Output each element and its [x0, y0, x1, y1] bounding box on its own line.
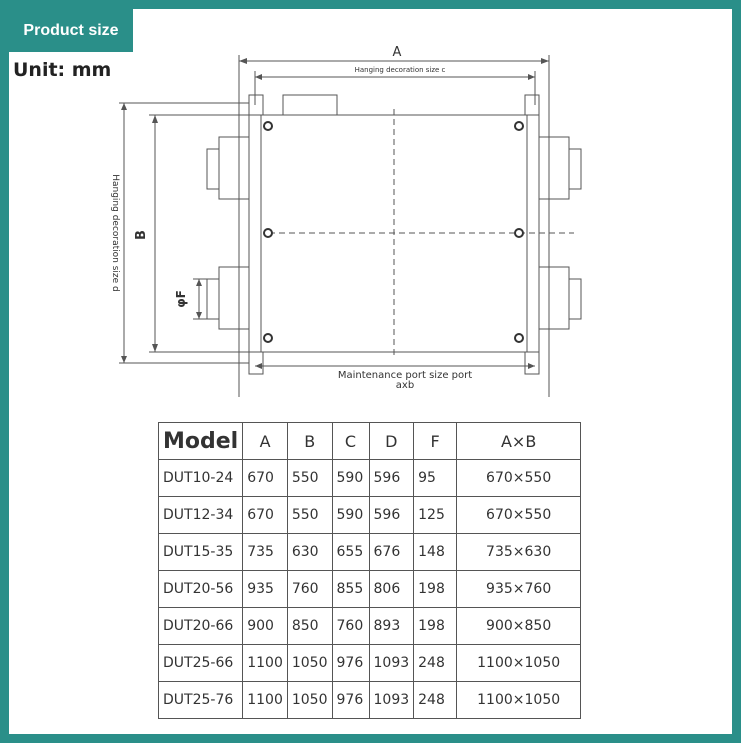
a-cell: 1100 [243, 682, 288, 719]
a-cell: 900 [243, 608, 288, 645]
b-cell: 1050 [287, 645, 332, 682]
c-cell: 976 [332, 682, 369, 719]
hanging-c-label: Hanging decoration size c [354, 66, 446, 74]
c-cell: 855 [332, 571, 369, 608]
table-header-row [159, 423, 581, 460]
f-cell: 95 [414, 460, 457, 497]
dimension-b-label: B [134, 230, 149, 240]
page-frame [9, 9, 732, 734]
header-b: B [287, 423, 332, 460]
table-row [159, 571, 581, 608]
d-cell: 596 [369, 497, 414, 534]
b-cell: 1050 [287, 682, 332, 719]
axb-cell: 735×630 [457, 534, 581, 571]
a-cell: 935 [243, 571, 288, 608]
f-cell: 198 [414, 608, 457, 645]
d-cell: 1093 [369, 645, 414, 682]
axb-cell: 1100×1050 [457, 682, 581, 719]
header-a: A [243, 423, 288, 460]
header-f: F [414, 423, 457, 460]
c-cell: 760 [332, 608, 369, 645]
c-cell: 590 [332, 460, 369, 497]
axb-cell: 670×550 [457, 497, 581, 534]
table-row [159, 608, 581, 645]
axb-cell: 1100×1050 [457, 645, 581, 682]
f-cell: 198 [414, 571, 457, 608]
maintenance-axb-label: axb [395, 380, 415, 391]
c-cell: 976 [332, 645, 369, 682]
table-row [159, 497, 581, 534]
c-cell: 655 [332, 534, 369, 571]
b-cell: 760 [287, 571, 332, 608]
table-row [159, 460, 581, 497]
header-d: D [369, 423, 414, 460]
model-cell: DUT20-66 [159, 608, 243, 645]
dimension-drawing [9, 9, 732, 409]
unit-label: Unit: mm [13, 59, 112, 81]
maintenance-port-label: Maintenance port size port [337, 370, 473, 381]
dimension-a-label: A [392, 45, 402, 60]
table-row [159, 534, 581, 571]
product-size-badge: Product size [9, 9, 133, 52]
a-cell: 1100 [243, 645, 288, 682]
a-cell: 735 [243, 534, 288, 571]
model-cell: DUT15-35 [159, 534, 243, 571]
model-cell: DUT25-66 [159, 645, 243, 682]
table-row [159, 682, 581, 719]
model-cell: DUT20-56 [159, 571, 243, 608]
b-cell: 850 [287, 608, 332, 645]
axb-cell: 670×550 [457, 460, 581, 497]
model-cell: DUT12-34 [159, 497, 243, 534]
f-cell: 248 [414, 682, 457, 719]
c-cell: 590 [332, 497, 369, 534]
model-cell: DUT10-24 [159, 460, 243, 497]
f-cell: 148 [414, 534, 457, 571]
header-model: Model [159, 423, 243, 460]
f-cell: 125 [414, 497, 457, 534]
axb-cell: 935×760 [457, 571, 581, 608]
a-cell: 670 [243, 497, 288, 534]
table-row [159, 645, 581, 682]
d-cell: 1093 [369, 682, 414, 719]
b-cell: 550 [287, 497, 332, 534]
hanging-d-label: Hanging decoration size d [110, 174, 120, 292]
f-cell: 248 [414, 645, 457, 682]
model-cell: DUT25-76 [159, 682, 243, 719]
size-table [158, 422, 581, 719]
b-cell: 550 [287, 460, 332, 497]
header-axb: A×B [457, 423, 581, 460]
d-cell: 596 [369, 460, 414, 497]
a-cell: 670 [243, 460, 288, 497]
b-cell: 630 [287, 534, 332, 571]
header-c: C [332, 423, 369, 460]
d-cell: 893 [369, 608, 414, 645]
d-cell: 676 [369, 534, 414, 571]
dimension-f-label: φF [174, 290, 188, 308]
axb-cell: 900×850 [457, 608, 581, 645]
d-cell: 806 [369, 571, 414, 608]
